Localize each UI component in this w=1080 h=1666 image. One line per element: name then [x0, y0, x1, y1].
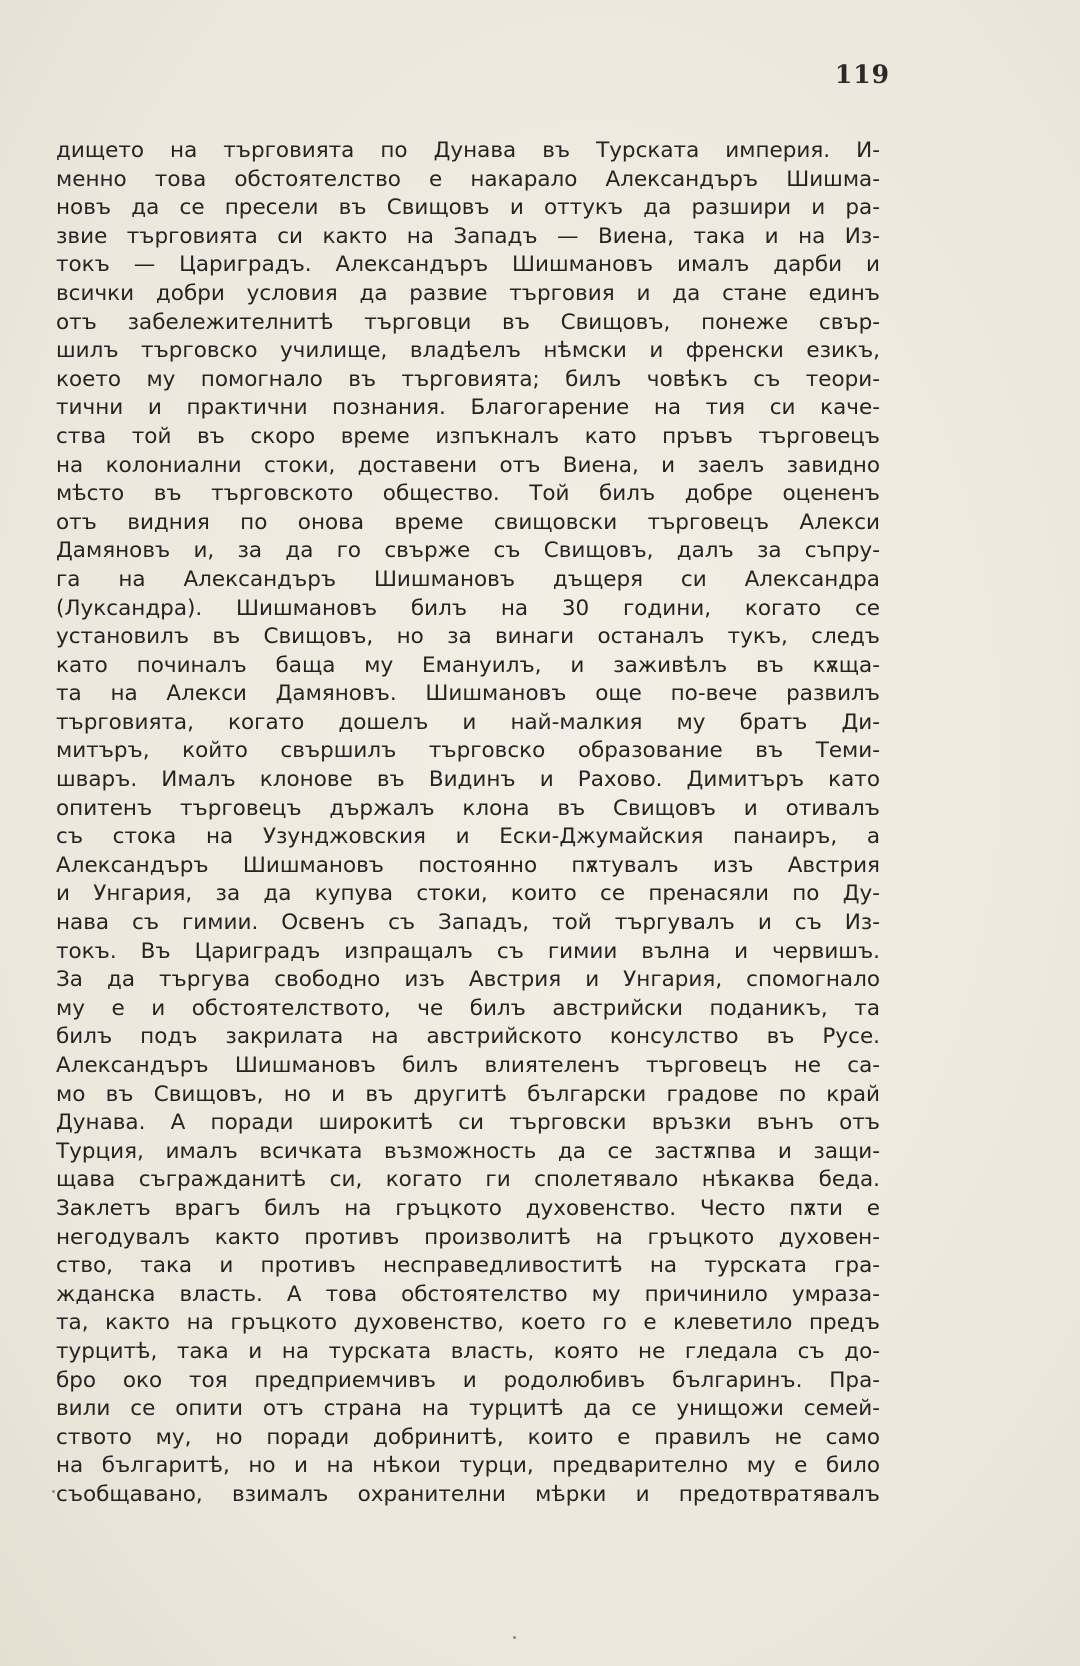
text-line: мѣсто въ търговското общество. Той билъ добре оцененъ: [56, 481, 880, 507]
text-line: билъ подъ закрилата на австрийското консулство въ Русе.: [56, 1024, 880, 1050]
text-line: турцитѣ, така и на турската власть, която не гледала съ до-: [56, 1338, 880, 1364]
text-line: бро око тоя предприемчивъ и родолюбивъ българинъ. Пра-: [56, 1367, 880, 1393]
text-line: звие търговията си както на Западъ — Виена, така и на Из-: [56, 223, 880, 249]
text-line: (Луксандра). Шишмановъ билъ на 30 години, когато се: [56, 595, 880, 621]
text-line: та на Алекси Дамяновъ. Шишмановъ още по-вече развилъ: [56, 681, 880, 707]
text-line: токъ. Въ Цариградъ изпращалъ съ гимии вълна и червишъ.: [56, 938, 880, 964]
text-line: опитенъ търговецъ държалъ клона въ Свищовъ и отивалъ: [56, 795, 880, 821]
text-line: всички добри условия да развие търговия и да стане единъ: [56, 280, 880, 306]
page-number: 119: [834, 60, 890, 89]
text-line: съ стока на Узунджовския и Ески-Джумайския панаиръ, а: [56, 824, 880, 850]
text-line: нава съ гимии. Освенъ съ Западъ, той търгувалъ и съ Из-: [56, 910, 880, 936]
body-text: [56, 137, 880, 1510]
text-line: на колониални стоки, доставени отъ Виена, и заелъ завидно: [56, 452, 880, 478]
text-line: Заклетъ врагъ билъ на гръцкото духовенство. Често пѫти е: [56, 1195, 880, 1221]
text-line: шилъ търговско училище, владѣелъ нѣмски и френски езикъ,: [56, 338, 880, 364]
text-line: га на Александъръ Шишмановъ дъщеря си Александра: [56, 566, 880, 592]
text-line: ството му, но поради добринитѣ, които е правилъ не само: [56, 1424, 880, 1450]
paper-speck: [513, 1636, 516, 1639]
text-line: Турция, ималъ всичката възможность да се застѫпва и защи-: [56, 1138, 880, 1164]
text-line: менно това обстоятелство е накарало Александъръ Шишма-: [56, 166, 880, 192]
text-line: дището на търговията по Дунава въ Турската империя. И-: [56, 138, 880, 163]
text-line: отъ забележителнитѣ търговци въ Свищовъ, понеже свър-: [56, 309, 880, 335]
text-line: Дунава. А поради широкитѣ си търговски връзки вънъ отъ: [56, 1110, 880, 1136]
text-line: тични и практични познания. Благогарение на тия си каче-: [56, 395, 880, 421]
text-line: Александъръ Шишмановъ постоянно пѫтувалъ изъ Австрия: [56, 852, 880, 878]
paper-speck: [52, 1490, 55, 1493]
text-line: като починалъ баща му Емануилъ, и заживѣлъ въ кѫща-: [56, 652, 880, 678]
text-line: което му помогнало въ търговията; билъ човѣкъ съ теори-: [56, 366, 880, 392]
text-line: Дамяновъ и, за да го свърже съ Свищовъ, далъ за съпру-: [56, 538, 880, 564]
text-line: установилъ въ Свищовъ, но за винаги останалъ тукъ, следъ: [56, 624, 880, 650]
text-line: новъ да се пресели въ Свищовъ и оттукъ да разшири и ра-: [56, 195, 880, 221]
text-line: ства той въ скоро време изпъкналъ като пръвъ търговецъ: [56, 423, 880, 449]
text-line: търговията, когато дошелъ и най-малкия му братъ Ди-: [56, 709, 880, 735]
text-line: на българитѣ, но и на нѣкои турци, предварително му е било: [56, 1453, 880, 1479]
text-line: отъ видния по онова време свищовски търговецъ Алекси: [56, 509, 880, 535]
text-line: вили се опити отъ страна на турцитѣ да се унищожи семей-: [56, 1396, 880, 1422]
text-line: митъръ, който свършилъ търговско образование въ Теми-: [56, 738, 880, 764]
text-line: му е и обстоятелството, че билъ австрийски поданикъ, та: [56, 995, 880, 1021]
text-line: ство, така и противъ несправедливоститѣ на турската гра-: [56, 1253, 880, 1279]
text-line: За да търгува свободно изъ Австрия и Унгария, спомогнало: [56, 967, 880, 993]
text-line: и Унгария, за да купува стоки, които се пренасяли по Ду-: [56, 881, 880, 907]
text-line: Александъръ Шишмановъ билъ влиятеленъ търговецъ не са-: [56, 1053, 880, 1078]
text-line: съобщавано, взималъ охранителни мѣрки и предотвратявалъ: [56, 1481, 880, 1507]
text-line: мо въ Свищовъ, но и въ другитѣ български градове по край: [56, 1081, 880, 1107]
text-line: щава съгражданитѣ си, когато ги сполетявало нѣкаква беда.: [56, 1167, 880, 1193]
text-line: та, както на гръцкото духовенство, което го е клеветило предъ: [56, 1310, 880, 1336]
text-line: негодувалъ както противъ произволитѣ на гръцкото духовен-: [56, 1224, 880, 1250]
text-line: жданска власть. А това обстоятелство му причинило умраза-: [56, 1281, 880, 1307]
text-line: токъ — Цариградъ. Александъръ Шишмановъ ималъ дарби и: [56, 252, 880, 278]
text-line: шваръ. Ималъ клонове въ Видинъ и Рахово. Димитъръ като: [56, 767, 880, 793]
